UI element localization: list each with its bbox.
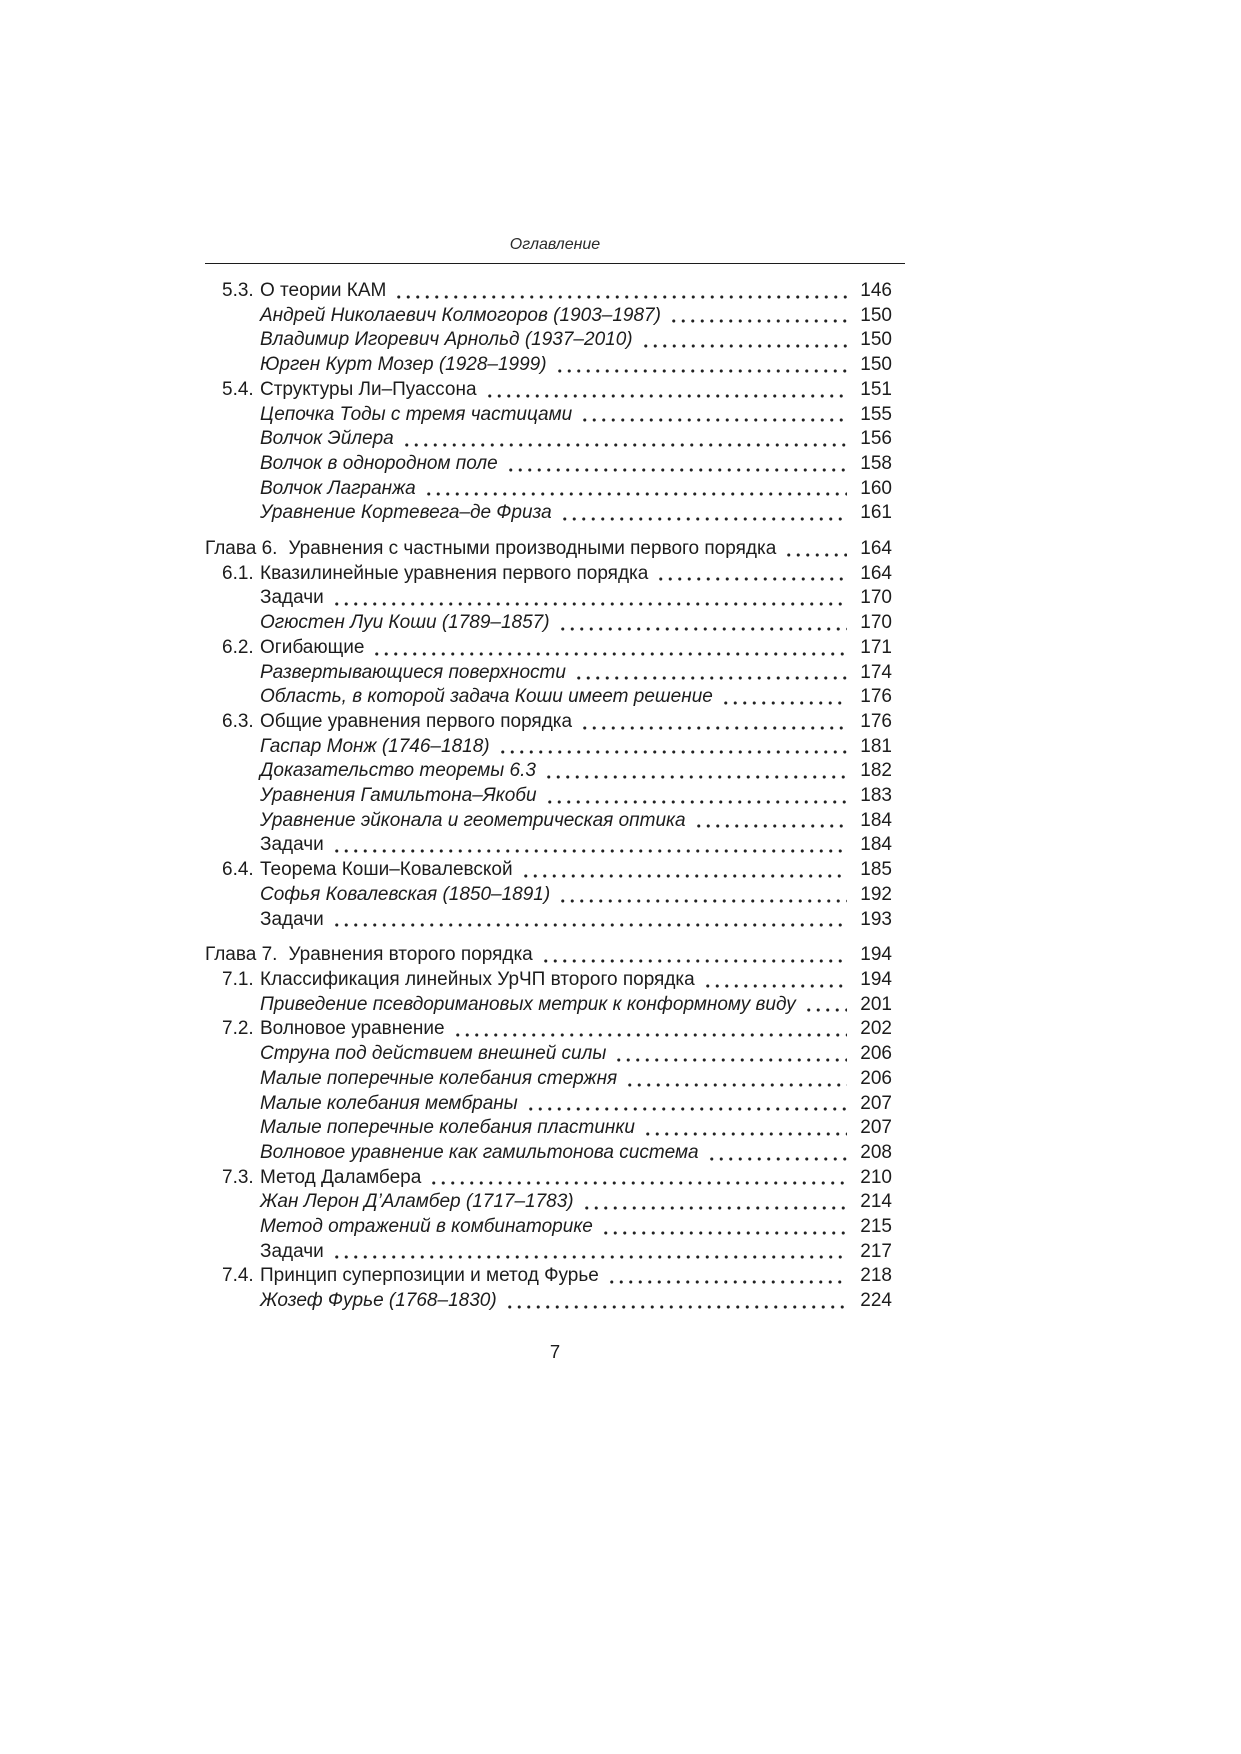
entry-title: Структуры Ли–Пуассона: [260, 378, 477, 400]
entry-page-number: 201: [860, 993, 892, 1015]
entry-page-number: 215: [860, 1216, 892, 1238]
toc-entry: [205, 501, 905, 526]
entry-title: Задачи: [260, 908, 324, 930]
entry-number: 7.2.: [222, 1018, 254, 1040]
toc-entry: [205, 562, 905, 587]
dot-leader: [332, 922, 847, 928]
dot-leader: [601, 1230, 847, 1236]
dot-leader: [555, 368, 847, 374]
entry-page-number: 150: [860, 354, 892, 376]
entry-page-number: 214: [860, 1191, 892, 1213]
entry-title: Волчок Эйлера: [260, 428, 394, 450]
dot-leader: [394, 294, 847, 300]
toc-entry: [205, 477, 905, 502]
toc-entry: [205, 993, 905, 1018]
toc-entry: [205, 1166, 905, 1191]
entry-number: 6.4.: [222, 859, 254, 881]
toc-entry: [205, 1067, 905, 1092]
toc-entry: [205, 759, 905, 784]
entry-title: Уравнение эйконала и геометрическая оптика: [260, 809, 686, 831]
entry-page-number: 170: [860, 587, 892, 609]
toc-page: [205, 236, 905, 1363]
entry-title: Теорема Коши–Ковалевской: [260, 859, 513, 881]
dot-leader: [498, 749, 847, 755]
dot-leader: [580, 725, 847, 731]
entry-page-number: 202: [860, 1018, 892, 1040]
entry-page-number: 156: [860, 428, 892, 450]
dot-leader: [582, 1205, 847, 1211]
toc-entry: [205, 685, 905, 710]
entry-page-number: 150: [860, 304, 892, 326]
toc-entry: [205, 809, 905, 834]
entry-title: О теории КАМ: [260, 280, 387, 301]
dot-leader: [332, 601, 847, 607]
entry-title: Жозеф Фурье (1768–1830): [260, 1290, 497, 1312]
entry-title: Принцип суперпозиции и метод Фурье: [260, 1265, 599, 1287]
entry-number: 7.1.: [222, 968, 254, 990]
toc-entry: [205, 1092, 905, 1117]
entry-page-number: 194: [860, 968, 892, 990]
entry-number: 6.3.: [222, 710, 254, 732]
entry-page-number: 176: [860, 686, 892, 708]
entry-page-number: 208: [860, 1141, 892, 1163]
entry-page-number: 171: [860, 636, 892, 658]
toc-entry: [205, 968, 905, 993]
entry-page-number: 146: [860, 280, 892, 301]
entry-page-number: 184: [860, 809, 892, 831]
entry-page-number: 181: [860, 735, 892, 757]
dot-leader: [505, 1304, 847, 1310]
toc-entry: [205, 908, 905, 933]
toc-entry: [205, 1264, 905, 1289]
dot-leader: [453, 1032, 847, 1038]
dot-leader: [656, 576, 847, 582]
dot-leader: [506, 467, 847, 473]
entry-number: 6.1.: [222, 562, 254, 584]
dot-leader: [694, 823, 847, 829]
entry-title: Жан Лерон Д’Аламбер (1717–1783): [260, 1191, 574, 1213]
entry-page-number: 161: [860, 502, 892, 524]
entry-page-number: 170: [860, 612, 892, 634]
dot-leader: [707, 1156, 847, 1162]
entry-title: Общие уравнения первого порядка: [260, 710, 573, 732]
toc-entry: [205, 611, 905, 636]
dot-leader: [574, 675, 847, 681]
dot-leader: [607, 1279, 847, 1285]
toc-entry: [205, 1042, 905, 1067]
toc-entry: [205, 710, 905, 735]
dot-leader: [526, 1106, 847, 1112]
toc-entry: [205, 636, 905, 661]
page-number-footer: 7: [549, 1340, 561, 1362]
entry-title: Метод Даламбера: [260, 1166, 422, 1188]
dot-leader: [541, 958, 847, 964]
entry-title: Метод отражений в комбинаторике: [260, 1216, 593, 1238]
entry-title: Волчок в однородном поле: [260, 452, 498, 474]
entry-page-number: 160: [860, 477, 892, 499]
entry-title: Развертывающиеся поверхности: [260, 661, 566, 683]
dot-leader: [424, 491, 847, 497]
entry-page-number: 207: [860, 1092, 892, 1114]
toc-entry: [205, 1289, 905, 1314]
entry-number: Глава 7.: [205, 944, 278, 966]
entry-title: Приведение псевдоримановых метрик к конформному виду: [260, 993, 796, 1015]
entry-page-number: 158: [860, 452, 892, 474]
toc-entry: [205, 1190, 905, 1215]
entry-page-number: 192: [860, 883, 892, 905]
dot-leader: [402, 442, 847, 448]
entry-title: Область, в которой задача Коши имеет решение: [260, 686, 713, 708]
entry-title: Уравнение Кортевега–де Фриза: [260, 502, 552, 524]
entry-title: Цепочка Тоды с тремя частицами: [260, 403, 573, 425]
entry-page-number: 193: [860, 908, 892, 930]
toc-entry: [205, 784, 905, 809]
entry-title: Доказательство теоремы 6.3: [260, 760, 536, 782]
entry-number: 7.3.: [222, 1166, 254, 1188]
entry-page-number: 182: [860, 760, 892, 782]
entry-title: Задачи: [260, 834, 324, 856]
entry-title: Задачи: [260, 587, 324, 609]
entry-page-number: 185: [860, 859, 892, 881]
dot-leader: [332, 848, 847, 854]
dot-leader: [721, 700, 847, 706]
toc-entry: [205, 279, 905, 304]
entry-title: Уравнения Гамильтона–Якоби: [260, 785, 537, 807]
dot-leader: [560, 516, 847, 522]
entry-page-number: 218: [860, 1265, 892, 1287]
dot-leader: [545, 799, 847, 805]
dot-leader: [625, 1082, 847, 1088]
toc-entry: [205, 586, 905, 611]
entry-title: Огибающие: [260, 636, 365, 658]
toc-entry: [205, 833, 905, 858]
toc-entry: [205, 353, 905, 378]
entry-page-number: 207: [860, 1117, 892, 1139]
entry-title: Волчок Лагранжа: [260, 477, 416, 499]
toc-entry: [205, 537, 905, 562]
toc-entry: [205, 1141, 905, 1166]
toc-entry: [205, 661, 905, 686]
entry-title: Уравнения с частными производными первого порядка: [288, 538, 777, 560]
dot-leader: [332, 1254, 847, 1260]
toc-entry: [205, 452, 905, 477]
entry-title: Софья Ковалевская (1850–1891): [260, 883, 551, 905]
dot-leader: [485, 393, 847, 399]
entry-number: 5.3.: [222, 280, 254, 301]
entry-page-number: 183: [860, 785, 892, 807]
entry-page-number: 174: [860, 661, 892, 683]
entry-title: Владимир Игоревич Арнольд (1937–2010): [260, 329, 633, 351]
entry-title: Задачи: [260, 1240, 324, 1262]
entry-title: Гаспар Монж (1746–1818): [260, 735, 490, 757]
entry-number: 6.2.: [222, 636, 254, 658]
toc-entry: [205, 1116, 905, 1141]
entry-number: 7.4.: [222, 1265, 254, 1287]
entry-title: Огюстен Луи Коши (1789–1857): [260, 612, 550, 634]
dot-leader: [558, 626, 847, 632]
page-header: Оглавление: [205, 236, 905, 264]
dot-leader: [544, 774, 847, 780]
entry-title: Малые колебания мембраны: [260, 1092, 518, 1114]
entry-title: Волновое уравнение: [260, 1018, 445, 1040]
entry-page-number: 150: [860, 329, 892, 351]
entry-page-number: 151: [860, 378, 892, 400]
dot-leader: [580, 417, 847, 423]
entry-title: Волновое уравнение как гамильтонова система: [260, 1141, 699, 1163]
entry-title: Андрей Николаевич Колмогоров (1903–1987): [260, 304, 661, 326]
entry-page-number: 176: [860, 710, 892, 732]
entry-title: Уравнения второго порядка: [288, 944, 533, 966]
toc-entry: [205, 1240, 905, 1265]
dot-leader: [558, 898, 847, 904]
toc-entry: [205, 735, 905, 760]
toc-entry: [205, 403, 905, 428]
dot-leader: [784, 552, 847, 558]
dot-leader: [614, 1057, 847, 1063]
toc-entry: [205, 378, 905, 403]
entry-page-number: 210: [860, 1166, 892, 1188]
toc-entry: [205, 1215, 905, 1240]
entry-page-number: 184: [860, 834, 892, 856]
dot-leader: [669, 318, 847, 324]
toc-entry: [205, 1017, 905, 1042]
toc-entry: [205, 883, 905, 908]
dot-leader: [641, 343, 847, 349]
entry-title: Квазилинейные уравнения первого порядка: [260, 562, 649, 584]
entry-page-number: 224: [860, 1290, 892, 1312]
dot-leader: [804, 1007, 847, 1013]
toc-entry: [205, 943, 905, 968]
entry-page-number: 206: [860, 1067, 892, 1089]
dot-leader: [372, 651, 847, 657]
entry-title: Малые поперечные колебания пластинки: [260, 1117, 635, 1139]
toc-entry: [205, 427, 905, 452]
entry-page-number: 164: [860, 538, 892, 560]
entry-title: Струна под действием внешней силы: [260, 1043, 607, 1065]
entry-page-number: 194: [860, 944, 892, 966]
dot-leader: [703, 983, 847, 989]
entry-number: Глава 6.: [205, 538, 278, 560]
entry-title: Классификация линейных УрЧП второго порядка: [260, 968, 695, 990]
entry-page-number: 155: [860, 403, 892, 425]
dot-leader: [643, 1131, 847, 1137]
dot-leader: [521, 873, 847, 879]
entry-title: Малые поперечные колебания стержня: [260, 1067, 618, 1089]
toc-list: [205, 279, 905, 1314]
entry-number: 5.4.: [222, 378, 254, 400]
entry-page-number: 206: [860, 1043, 892, 1065]
dot-leader: [429, 1180, 847, 1186]
toc-entry: [205, 858, 905, 883]
toc-entry: [205, 304, 905, 329]
entry-page-number: 217: [860, 1240, 892, 1262]
entry-title: Юрген Курт Мозер (1928–1999): [260, 354, 547, 376]
toc-entry: [205, 328, 905, 353]
entry-page-number: 164: [860, 562, 892, 584]
